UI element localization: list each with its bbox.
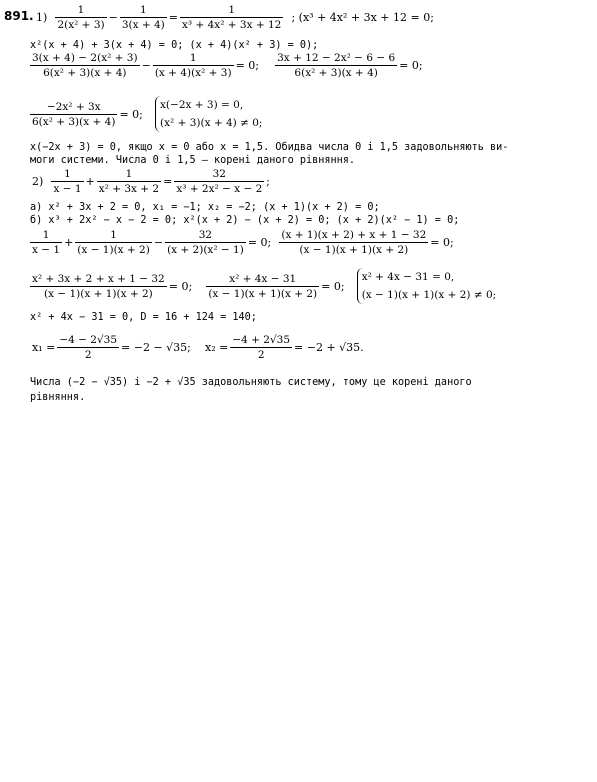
text-line: x²(x + 4) + 3(x + 4) = 0; (x + 4)(x² + 3) = 0); bbox=[30, 40, 319, 51]
math-line: $\frac{1}{x - 1}$ + $\frac{1}{(x - 1)(x + 2)}$ − $\frac{32}{\text{(x + 2)(x² − 1)}}$ = 0; $\frac{(x + 1)(x + 2) + x + 1 - 32}{(x - 1)(x + 1)(x + 2)}$ = 0; bbox=[32, 229, 454, 256]
fraction: $\frac{1}{x - 1}$ bbox=[53, 168, 82, 195]
math-line: $\frac{\text{−2x² + 3x}}{\text{6(x² + 3)(x + 4)}}$ = 0; x(−2x + 3) = 0, (x² + 3)(x + 4) ≠ 0; bbox=[30, 96, 262, 132]
text-line: ; (x³ + 4x² + 3x + 12 = 0; bbox=[291, 11, 434, 24]
math-line: $\frac{\text{x² + 3x + 2 + x + 1 − 32}}{(x - 1)(x + 1)(x + 2)}$ = 0; $\frac{\text{x² + 4x − 31}}{(x - 1)(x + 1)(x + 2)}$ = 0; x² + 4x − 31 = 0, (x − 1)(x + 1)(x + 2) ≠ 0; bbox=[30, 268, 496, 304]
fraction: $\frac{\text{3x + 12 − 2x² − 6 − 6}}{\text{6(x² + 3)(x + 4)}}$ bbox=[277, 52, 396, 79]
part1-equation: 1) $\frac{1}{\text{2(x² + 3)}}$ − $\frac{1}{3(x + 4)}$ = $\frac{1}{\text{x³ + 4x² + 3x + 12}}$ ; (x³ + 4x² + 3x + 12 = 0; bbox=[36, 4, 434, 31]
fraction: $\frac{\text{3(x + 4) − 2(x² + 3)}}{\text{6(x² + 3)(x + 4)}}$ bbox=[32, 52, 138, 79]
text-line: x(−2x + 3) = 0, якщо x = 0 або x = 1,5. Обидва числа 0 і 1,5 задовольняють ви- bbox=[30, 142, 509, 153]
text-line: x² + 4x − 31 = 0, D = 16 + 124 = 140; bbox=[30, 312, 257, 323]
fraction: $\frac{\text{x² + 4x − 31}}{(x - 1)(x + 1)(x + 2)}$ bbox=[208, 272, 318, 300]
fraction: $\frac{1}{\text{2(x² + 3)}}$ bbox=[57, 4, 105, 31]
part1-label: 1) bbox=[36, 11, 48, 24]
equation-system: x² + 4x − 31 = 0, (x − 1)(x + 1)(x + 2) ≠ 0; bbox=[357, 268, 497, 304]
fraction: $\frac{(x + 1)(x + 2) + x + 1 - 32}{(x - 1)(x + 1)(x + 2)}$ bbox=[281, 229, 427, 256]
fraction: $\frac{1}{3(x + 4)}$ bbox=[121, 4, 165, 31]
fraction: $\frac{-4 - 2√35}{2}$ bbox=[59, 334, 118, 361]
fraction: $\frac{-4 + 2√35}{2}$ bbox=[232, 334, 291, 361]
text-line: б) x³ + 2x² − x − 2 = 0; x²(x + 2) − (x + 2) = 0; (x + 2)(x² − 1) = 0; bbox=[30, 215, 460, 226]
fraction: $\frac{\text{−2x² + 3x}}{\text{6(x² + 3)(x + 4)}}$ bbox=[32, 100, 116, 128]
fraction: $\frac{1}{x - 1}$ bbox=[32, 229, 61, 256]
equation-system: x(−2x + 3) = 0, (x² + 3)(x + 4) ≠ 0; bbox=[155, 96, 262, 132]
fraction: $\frac{1}{\text{x² + 3x + 2}}$ bbox=[98, 168, 160, 195]
fraction: $\frac{1}{\text{x³ + 4x² + 3x + 12}}$ bbox=[182, 4, 282, 31]
text-line: рівняння. bbox=[30, 392, 86, 403]
fraction: $\frac{32}{\text{(x + 2)(x² − 1)}}$ bbox=[167, 229, 244, 256]
roots-line: x₁ = $\frac{-4 - 2√35}{2}$ = −2 − √35; x₂ = $\frac{-4 + 2√35}{2}$ = −2 + √35. bbox=[32, 334, 364, 361]
text-line: Числа (−2 − √35) і −2 + √35 задовольняють систему, тому це корені даного bbox=[30, 377, 472, 388]
math-line: $\frac{\text{3(x + 4) − 2(x² + 3)}}{\text{6(x² + 3)(x + 4)}}$ − $\frac{1}{\text{(x + 4)(x² + 3)}}$ = 0; $\frac{\text{3x + 12 − 2x² − 6 − 6}}{\text{6(x² + 3)(x + 4)}}$ = 0; bbox=[32, 52, 423, 79]
text-line: моги системи. Числа 0 і 1,5 — корені даного рівняння. bbox=[30, 155, 356, 166]
fraction: $\frac{32}{\text{x³ + 2x² − x − 2}}$ bbox=[176, 168, 263, 195]
text-line: а) x² + 3x + 2 = 0, x₁ = −1; x₂ = −2; (x + 1)(x + 2) = 0; bbox=[30, 202, 380, 213]
part2-label: 2) bbox=[32, 175, 44, 188]
fraction: $\frac{\text{x² + 3x + 2 + x + 1 − 32}}{(x - 1)(x + 1)(x + 2)}$ bbox=[32, 272, 165, 300]
fraction: $\frac{1}{(x - 1)(x + 2)}$ bbox=[77, 229, 150, 256]
part2-equation: 2) $\frac{1}{x - 1}$ + $\frac{1}{\text{x² + 3x + 2}}$ = $\frac{32}{\text{x³ + 2x² − x − 2}}$ ; bbox=[32, 168, 271, 195]
fraction: $\frac{1}{\text{(x + 4)(x² + 3)}}$ bbox=[154, 52, 232, 79]
problem-number: 891. bbox=[4, 9, 34, 23]
